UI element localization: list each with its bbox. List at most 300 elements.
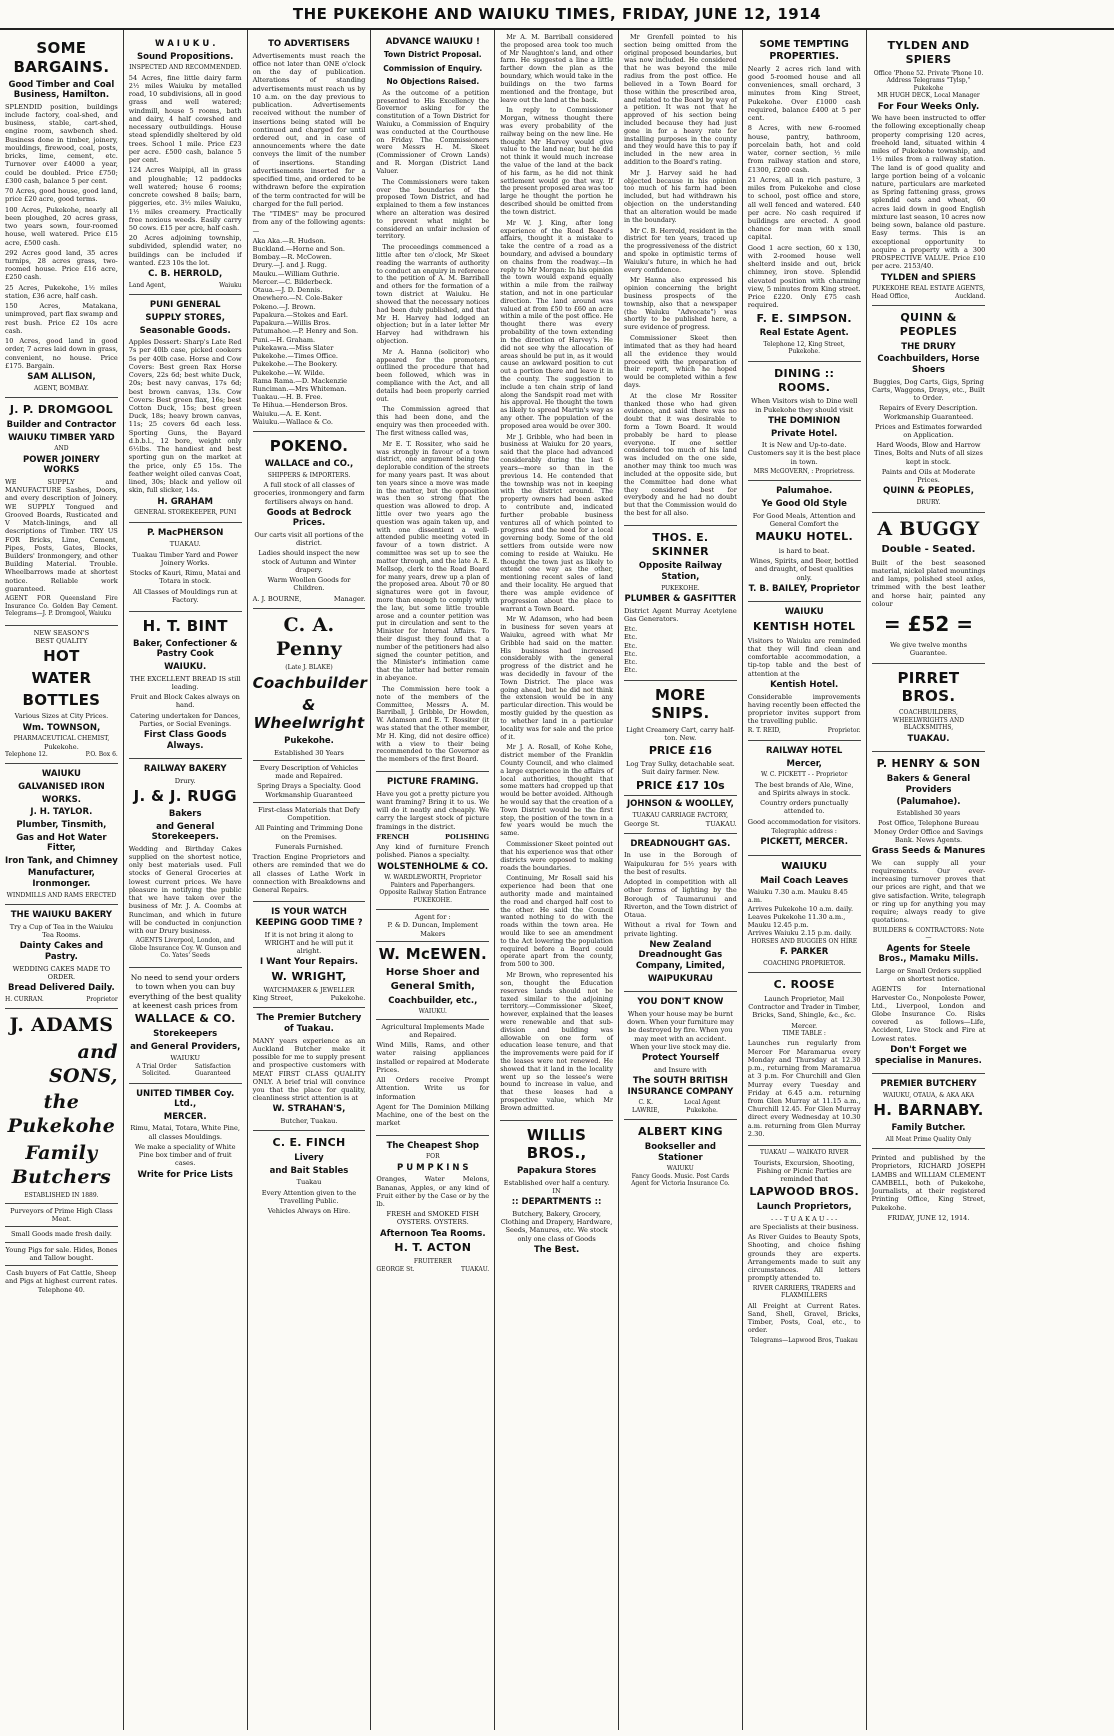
best-brands: The best brands of Ale, Wine, and Spirits always in stock. [754,780,854,797]
printed-by: Printed and published by the Proprietors, RICHARD JOSEPH LAMBS and WILLIAM CLEMENT CAMBELL, both of Pukekohe, Journalists, at their registered Printing Office, King Street, Pukekohe. [871,1154,986,1212]
all-orders: All Orders receive Prompt Attention. Write us for information [376,1076,490,1101]
taylor-line: Iron Tank, and Chimney [5,855,118,866]
bread-line: Bread Delivered Daily. [8,983,115,994]
bourne-role: Manager. [333,594,366,603]
dromgool-sub: Builder and Contractor [6,419,117,430]
graham-sub: GENERAL STOREKEEPER, PUNI [134,509,237,517]
patumahoe: Palumahoe. [776,486,833,497]
mcewen-coachbuilder: Coachbuilder, etc., [388,995,478,1006]
to-advertisers [253,34,366,432]
article-paragraph: The Commissioners were taken over the boundaries of the proposed Town District, and had explained to them a few instances where an alteration was desired to prevent what might be considered an unfair inclusion of territory. [376,177,490,241]
king-street: King Street, [252,994,294,1003]
watch-ad [253,902,366,1008]
agent-item: Drury.—J. and J. Rugg. [252,261,327,270]
mauku-hotel: MAUKU HOTEL. [755,530,853,544]
real-estate: Real Estate Agent. [759,328,849,339]
willis-bros-ad [500,1121,613,1263]
coach-times [748,888,861,937]
etc-item: Etc. [623,625,638,634]
divider [5,1265,118,1266]
kentish-waiuku: WAIUKU [784,607,824,618]
dray-line: Log Tray Sulky, detachable seat. Suit dairy farmer. New. [626,760,735,777]
trial-line: A Trial Order Solicited. [136,1062,177,1078]
horses-hire: HORSES AND BUGGIES ON HIRE [751,937,858,945]
divider [253,760,366,761]
herrold-name: C. B. HERROLD, [148,269,223,280]
river-carriers: RIVER CARRIERS, TRADERS and FLAXMILLERS [752,1284,856,1300]
barnaby-ad [872,1074,986,1149]
paints-line: Paints and Oils at Moderate Prices. [881,467,976,485]
funerals: Funerals Furnished. [275,842,343,851]
traction: Traction Engine Proprietors and others are reminded that we do all classes of Lathe Work in connection with Breakdowns and General Repairs. [252,853,366,895]
divider [624,795,737,796]
fresh-fish: FRESH and SMOKED FISH [386,1210,480,1219]
willis-name: WILLIS BROS., [526,1125,587,1163]
herrold-line [129,282,242,290]
lapwood-telegrams: Telegrams—Lapwood Bros, Tuakau [750,1336,858,1344]
first-class: First-class Materials that Defy Competition. [258,805,360,823]
agent-item: Pukekohe.—The Bookery. [252,360,338,369]
advertisers-title: TO ADVERTISERS [268,39,350,49]
bargains-item: 292 Acres good land, 35 acres turnips, 28 acres grass, two-roomed house. Price £16 acre, £250 cash. [5,248,118,282]
reid-name: R. T. REID, [747,727,781,735]
waipukurau: WAIPUKURAU [647,973,713,984]
hot-water-bottles-ad [5,626,118,765]
bargains-item: 70 Acres, good house, good land, price £20 acre, good terms. [5,187,118,204]
divider [376,941,489,942]
article-paragraph: Mr A. Hanna (solicitor) who appeared for the promoters, outlined the procedure that had been followed, which was in compliance with the Act, and all details had been properly carried out. [376,347,490,403]
galv-waiuku: WAIUKU [41,769,81,780]
coaching-prop: COACHING PROPRIETOR. [763,959,846,967]
quinn-title: QUINN & PEOPLES [899,311,958,338]
times-intro: The "TIMES" may be procured from any of the following agents:— [252,210,366,235]
johnson-town: TUAKAU. [705,819,737,828]
bottles-word: BOTTLES [22,690,101,709]
albert-king-ad [624,1120,737,1193]
dining-body: When Visitors wish to Dine well in Pukekohe they should visit [750,397,858,414]
no-need: No need to send your orders to town when you can buy everything of the best quality at keenest cash prices from [129,972,242,1010]
united-spec: We make a speciality of White Pine box timber and of fruit cases. [134,1142,236,1168]
picture-framing-ad [376,772,489,910]
article-paragraph: Mr Grenfell pointed to his section being omitted from the original proposed boundaries, but was now included. He considered that he was beyond the mile radius from the post office. He believed in a Town Board for those within the prescribed area, and related to the Board by way of a petition. It was not that he approved of his section being included because they had just gone in for a heavy rate for installing purposes in the county and they would have this to pay if included in the new area in addition to the Board's rating. [623,33,737,166]
finch-ad [253,1131,366,1220]
sound-propositions: Sound Propositions. [136,51,234,62]
dreadnought-ad [624,834,737,992]
shippers: SHIPPERS & IMPORTERS. [267,471,351,479]
bookseller-line: Bookseller and Stationer [644,1141,716,1163]
quinn-peoples-ad [872,306,986,512]
hot-word: HOT [43,647,80,666]
local-agent: Local Agent Pukekohe. [683,1099,721,1114]
article-paragraph: The Commission here took a note of the members of the Committee, Messrs A. M. Barriball, J. Gribble, Dr Howden, W. Adamson and E. T. Rossiter (it was stated that the other member, Mr H. King, did not desire office) with a view to their being recommended to the Governor as the members of the first Board. [376,684,490,764]
galvanised-iron-ad [5,764,118,905]
wallace-trial-line [129,1063,242,1078]
finch-name: C. E. FINCH [272,1136,346,1150]
rugg-bakers: Bakers [168,808,202,819]
lapwood-ad [748,1146,861,1349]
bint-ad [129,612,242,759]
skinner-name: THOS. E. SKINNER [651,530,709,558]
wallace-coy: WALLACE and CO., [264,458,354,469]
newspaper-title: THE PUKEKOHE AND WAIUKU TIMES, FRIDAY, JUNE 12, 1914 [292,5,822,23]
coach-time: Leaves Pukekohe 11.30 a.m., Mauku 12.45 p.m. [747,912,846,930]
macpherson-name: P. MacPHERSON [147,527,224,538]
wallace-ad [129,968,242,1084]
ladies-line: Ladies should inspect the new stock of Autumn and Winter drapery. [258,549,360,574]
bint-bread: THE EXCELLENT BREAD IS still leading. [129,674,241,691]
address-telegrams: Address Telegrams "Tylsp," Pukekohe [886,77,971,92]
advertisers-body: Advertisements must reach the office not later than ONE o'clock on the day of publication. Alterations of standing advertisements must reach us by 10 a.m. on the day previous to publication. Advertisements received without the number of insertions being stated will be continued and charged for until ordered out, and in case of announcements where the date conveys the limit of the number of insertions. Standing advertisements inserted for a specified time, and ordered to be withdrawn before the expiration of the term contracted for will be charged for the full period. [252,51,366,208]
twelve-months: We give twelve months Guarantee. [889,641,968,658]
store-line: Storekeepers [153,1029,218,1040]
dromgool-works: POWER JOINERY WORKS [22,454,100,476]
property-item: Good 1 acre section, 60 x 130, with 2-roomed house well shelterd inside and out, brick chimney, iron stove. Splendid elevated position with charming view, 5 minutes from King street. Price £220. Only £75 cash required. [747,243,861,310]
carriage-line: TUAKAU CARRIAGE FACTORY, [632,812,729,820]
four-weeks: For Four Weeks Only. [877,101,980,112]
agent-item: Rama Rama.—D. Mackenzie [252,376,348,385]
townson-contacts [5,751,118,759]
travelling-public: Every Attention given to the Travelling Public. [261,1188,357,1205]
telegraphic: Telegraphic address : [771,827,837,835]
adams-small: Small Goods made fresh daily. [10,1230,112,1239]
departments: :: DEPARTMENTS :: [511,1197,602,1208]
article-paragraph: Commissioner Skeet then intimated that as they had heard all the evidence they would proceed with the preparation of their report, which he hoped would be completed within a few days. [623,334,737,389]
french-polishing [376,833,489,841]
columns [0,30,1114,1730]
bint-fruit: Fruit and Block Cakes always on hand. [130,693,240,710]
wines-line: Wines, Spirits, and Beer, bottled and draught, of best qualities only. [750,557,859,582]
agent-item: Mauku.—William Guthrie. [252,269,340,278]
vehicles-hire: Vehicles Always on Hire. [267,1207,351,1216]
duncan-line: P. & D. Duncan, Implement Makers [387,921,479,938]
puni-body: Apples Dessert: Sharp's Late Red 7s per 40lb case, picked cookers 5s per 40lb case. Horse and Cow Covers: Best green Rax Horse Covers, 22s 6d; best white Duck, 20s; best navy canvas, 17s 6d; best brown canvas, 13s. Cow Covers: Best green flax, 16s; best Cotton Duck, 15s; best green Duck, 18s; heavy brown canvas, 11s; 25 covers 6d each less. Sporting Guns, the Bayard d.b.b.l., 12 bore, weight only 6½lbs. The handiest and best sporting gun on the market at the price, only £5 15s. The feather weight oiled canvas Coat, lined, 30s; black and yellow oil skin, full slicker, 14s. [128,338,242,495]
etc-item: Etc. [623,658,638,667]
agent-item: Patumahoe.—P. Henry and Son. [252,327,359,336]
oysters: OYSTERS. OYSTERS. [396,1218,469,1227]
buggy-ad [872,513,986,664]
macpherson-ad [129,523,242,612]
reid-line [748,727,861,735]
united-body: Rimu, Matai, Totara, White Pine, all classes Mouldings. [130,1124,240,1141]
dining-rooms: DINING :: ROOMS. [774,366,835,394]
auckland: Auckland. [955,292,986,300]
pokeno-title: POKENO. [269,437,349,456]
curran-line [5,996,118,1004]
more-snips-title: MORE SNIPS. [651,685,710,723]
article-sub-3: No Objections Raised. [386,76,480,86]
kentish-body: Visitors to Waiuku are reminded that they will find clean and comfortable accommodation, a tip-top table and the best of attention at the [747,636,861,678]
windmills-line: Wind Mills, Rams, and other water raising appliances installed or repaired at Moderate Prices. [376,1041,490,1074]
bourne-name: A. J. BOURNE, [252,594,302,603]
article-paragraph: The Commission agreed that this had been done, and the enquiry was then proceeded with. The first witness called was, [376,405,490,437]
article-paragraph: Commissioner Skeet pointed out that his experience was that other districts were opposed to making roads the boundaries. [500,840,613,872]
acton-town: TUAKAU. [460,1265,490,1273]
agent-item: Te Hihua.—Henderson Bros. [252,401,348,410]
painters-line: Painters and Paperhangers. [390,881,475,889]
property-item: Nearly 2 acres rich land with good 5-roomed house and all conveniences, small orchard, 3 minutes from King Street, Pukekohe. Over £1000 cash required, balance £400 at 5 per cent. [747,64,861,123]
property-item: 124 Acres Waipipi, all in grass and ploughable; 12 paddocks well watered; house 6 rooms; concrete cowshed 8 bails; barn, piggeries, etc. 3½ miles Waiuku, 1½ miles creamery. Practically free noxious weeds. Easily carry 50 cows. £15 per acre, half cash. [128,166,242,232]
article-paragraph: Mr C. B. Herrold, resident in the district for ten years, traced up the progressiveness of the district and spoke in optimistic terms of Waiuku's future, in which he had every confidence. [623,226,737,274]
picture-title: PICTURE FRAMING. [387,777,479,788]
railway-hotel-title: RAILWAY HOTEL [766,745,843,756]
buggy-body: Built of the best seasoned material, nickel plated mountings and lamps, polished steel axles, trimmed with the best leather and horse hair, painted any colour [871,558,986,608]
henry-name: P. HENRY & SON [876,757,981,771]
tylden-title-2: TYLDEN and SPIERS [880,272,977,283]
head-office-line [872,293,986,301]
article-paragraph: Mr J. Gribble, who had been in business at Waiuku for 20 years, said that the place had advanced considerably during the last 6 years—more so than in the previous 14. He contended that the township was not in keeping with the district around. The property owners had been asked to contribute and, indicated further probable business ventures all of which pointed to progress and the need for a local governing body. Some of the old settlers from outside were now coming to reside at Waiuku. He thought the town just as likely to extend one way as the other, mentioning recent sales of land and their locality. He argued that there was ample evidence of progression about the place to warrant a Town Board. [500,432,613,613]
district-agent: District Agent Murray Acetylene Gas Generators. [623,606,737,623]
townson-pobox: P.O. Box 6. [85,750,118,758]
pokeno-body: A full stock of all classes of groceries, ironmongery and farm fertilisers always on hand. [253,481,365,506]
allison-name: SAM ALLISON, [27,372,96,383]
tempting-properties-ad [748,34,861,362]
coach-time: Waiuku 7.30 a.m. Mauku 8.45 a.m. [747,888,848,905]
mcewen-town: WAIUKU. [418,1008,447,1016]
article-continued [500,34,613,1121]
column-6 [619,30,743,1730]
bint-town: WAIUKU. [164,661,207,672]
water-word: WATER [31,668,92,687]
adams-title: J. ADAMS [9,1014,114,1037]
roose-name: C. ROOSE [773,978,835,992]
townson-sub: PHARMACEUTICAL CHEMIST, [13,735,110,743]
dominion-name: THE DOMINION [768,415,841,426]
article-paragraph: Mr W. Adamson, who had been in business for seven years at Waiuku, agreed with what Mr Gribble had said on the matter. His business had increased considerably with the general progress of the district and he was decidedly in favour of the Town District. The place was going ahead, but he did not think the extension would be in any particular direction. This would be mostly guided by the question as to whether land in a particular locality was for sale and the price of it. [500,615,613,741]
local-manager: MR HUGH DECK, Local Manager [877,92,980,99]
agent-item: Runciman.—Mrs Whiteman. [252,385,347,393]
inspected-line: INSPECTED AND RECOMMENDED. [129,64,242,72]
dromgool-yard: WAIUKU TIMBER YARD [8,432,115,443]
cheapest-shop: The Cheapest Shop [386,1140,479,1151]
henry-son-ad [872,752,986,1074]
want-repairs: I Want Your Repairs. [260,957,358,968]
office-phone: Office 'Phone 52. Private 'Phone 10. [873,69,984,77]
strahan-name: W. STRAHAN'S, [272,1104,346,1115]
puni-title: PUNI GENERAL [149,300,221,311]
good-accom: Good accommodation for visitors. [747,817,861,826]
victoria-agent: Agent for Victoria Insurance Co. [631,1180,730,1188]
tuakau-river: TUAKAU — WAIKATO RIVER [759,1149,849,1157]
divider [253,802,366,803]
acton-address [376,1266,489,1274]
rugg-body: Wedding and Birthday Cakes supplied on the shortest notice, only best materials used. Full stocks of General Groceries at lowest current prices. We have pleasure in notifying the public that we have taken over the business of Mr. J. A. Coombs at Runciman, and which in future will be conducted in conjunction with our Drury business. [128,844,242,936]
agent-item: Mercer.—C. Bilderbeck. [252,277,333,286]
some-bargains-ad [5,34,118,398]
tuakau-butchery-ad [253,1008,366,1131]
agent-item: Papakura.—Willis Bros. [252,319,331,328]
railway-bakery: RAILWAY BAKERY [143,764,227,775]
bargains-item: 25 Acres, Pukekohe, 1½ miles station, £36 acre, half cash. [5,283,118,300]
wallace-title: WALLACE & CO. [134,1012,236,1026]
agent-item: Bombay.—R. McCowen. [252,253,332,262]
pickett-mercer: PICKETT, MERCER. [760,837,848,848]
established-line: Established over half a century. [503,1178,610,1187]
henry-est: Established 30 years [896,809,961,817]
meat-quality: All Meat Prime Quality Only [885,1135,972,1143]
departments-list: Butchery, Bakery, Grocery, Clothing and Drapery, Hardware, Seeds, Manures, etc. We stock only one class of Goods [500,1209,613,1243]
stocks-line: Stocks of Kauri, Rimu, Matai and Totara in stock. [129,569,241,586]
fruiterer: FRUITERER [413,1258,452,1266]
railway-mercer: Mercer, [786,758,822,769]
taylor-name: J. H. TAYLOR. [30,807,93,818]
agent-item: Pukekawa.—Miss Slater [252,343,334,352]
in-word: IN [552,1187,561,1196]
imprint [872,1149,986,1227]
waiuku-propositions-ad [129,34,242,295]
bakery-body: Try a Cup of Tea in the Waiuku Tea Rooms. [9,922,114,940]
reid-role: Proprietor. [827,727,861,735]
windmills-line: WINDMILLS AND RAMS ERECTED [6,891,117,899]
tylden-spiers-ad [872,34,986,306]
polishing-word: POLISHING [445,832,490,841]
adams-ad [5,1009,118,1299]
herrold-sub: Land Agent, [128,281,166,289]
repairs-line: Repairs of Every Description. Workmanship Guaranteed. [879,404,978,421]
lawrie-line [624,1099,737,1114]
agents-intl: AGENTS for International Harvester Co., Nonpoleste Power, Ltd., Liverpool, London and Globe Insurance Co. Risks covered as follows—Life, Accident, Live Stock and Fire at Lowest rates. [871,985,986,1043]
kentish-title: KENTISH HOTEL [753,620,856,633]
rugg-sub: and General Storekeepers. [151,821,219,843]
wedding-line: WEDDING CAKES MADE TO ORDER. [12,964,111,981]
mail-coach-ad [748,856,861,973]
dont-forget: Don't Forget we specialise in Manures. [875,1044,982,1066]
buggy-price: = £52 = [883,612,974,637]
article-paragraph: Mr W. J. King, after long experience of the Road Board's affairs, thought it a mistake to take the centre of a road as a boundary, and advised a boundary on chains from the roadway.—In reply to Mr Morgan: In his opinion the town would expand equally within a mile from the railway station, and not in one particular direction. The land around was valued at from £50 to £60 an acre within a mile of the post office. He thought there was every probability of the town extending in the direction of Harvey's. He did not see why the allocation of areas should be put in, as it would cause an awkward position to cut out a portion there and leave it in the county. The suggestion to include a ten chain strip of land along the Sandspit road met with his approval. He thought the town as likely to spread Martin's way as any other. The population of the proposed area would be over 300. [500,218,613,430]
double-seated: Double - Seated. [881,544,976,556]
rugg-agents: AGENTS Liverpool, London, and Globe Insurance Coy. W. Gunson and Co. Yates' Seeds [129,937,242,960]
picture-body: Have you got a pretty picture you want framing? Bring it to us. We will do it neatly and cheaply. We carry the largest stock of picture framings in the district. [376,789,490,831]
dont-know: YOU DON'T KNOW [637,997,724,1008]
offer-body: We have been instructed to offer the following exceptionally cheap property comprising 120 acres, freehold land, situated within 4 miles of Pukekohe township, and 1½ miles from a railway station. The land is of good quality and large portion being of a volcanic nature, particulars are marketed as Spring fattening grass, grows splendid oats and wheat, 60 acres laid down in good English mixture last season, 10 acres now being sown, balance old pasture. Easy terms. This is an exceptional opportunity to acquire a property with a 300 PROSPECTIVE VALUE. Price £10 per acre. 2153/40. [871,114,986,271]
quinn-drury: DRURY. [916,499,941,507]
skinner-town: PUKEKOHE. [661,584,700,592]
penny-title: C. A. Penny [275,613,343,660]
south-british-name: The SOUTH BRITISH INSURANCE COMPANY [627,1075,734,1097]
bourne-line [253,595,366,603]
property-item: 54 Acres, fine little dairy farm 2½ miles Waiuku by metalled road, 10 subdivisions, all in good grass and well watered; windmill, house 5 rooms, bath and dairy, 4 half cowshed and necessary outbuildings. House stead splendidly sheltered by old trees. School 1 mile. Price £23 per acre. £500 cash, balance 5 per cent. [128,73,242,165]
article-paragraph: In reply to Commissioner Morgan, witness thought there was every probability of the railway being on the new line. He thought Mr Harvey would give value to the land near, but he did not think it would much increase the value of the land at the back of his farm, as he did not think settlement would go that way. If the present proposed area was too large he thought the portion he described should be omitted from the town district. [500,106,613,216]
article-paragraph: Mr J. Harvey said he had objected because in his opinion too much of his farm had been included, but had withdrawn his objection on the understanding that an alteration would be made in the boundary. [623,168,737,224]
mail-coach: Mail Coach Leaves [760,875,849,886]
south-british-ad [624,992,737,1120]
wolstenholme-name: WOLSTENHOLME & CO. [377,861,489,872]
albert-king-name: ALBERT KING [637,1125,723,1139]
article-paragraph: Continuing, Mr Rosall said his experience had been that one authority made and maintained the road and charged half cost to the other. He said the Council wanted nothing to do with the roads within the town area. He would like to see an amendment to the Act lowering the population required before a Board could operate apart from the county, from 500 to 300. [500,874,613,969]
agent-item: Papakura.—Stokes and Earl. [252,310,348,319]
skinner-ad [624,526,737,681]
tylden-title: TYLDEN AND SPIERS [887,39,970,66]
column-5 [495,30,619,1730]
wright-name: W. WRIGHT, [271,969,347,983]
etc-list [624,625,737,674]
adams-est: ESTABLISHED IN 1889. [24,1192,99,1200]
bargains-item: 10 Acres, good land in good order, 7 acres laid down in grass, convenient, no house. Price £175. Bargain. [5,337,118,370]
waiuku-otaua: WAIUKU, OTAUA, & AKA AKA [882,1091,975,1099]
coachbuilders-line: Coachbuilders, Horse Shoers [877,354,980,375]
kentish-hotel-2: Kentish Hotel. [770,679,839,690]
townson-tel: Telephone 12. [5,750,48,758]
for-word: FOR [425,1153,440,1161]
opposite-line: Opposite Railway Station Entrance [379,889,487,897]
stables-line: and Bait Stables [269,1165,349,1176]
adams-cash: Cash buyers of Fat Cattle, Sheep and Pigs at highest current rates. [5,1269,118,1286]
wallace-town: WAIUKU [170,1054,200,1063]
wolsten-town: PUKEKOHE. [413,896,453,904]
agent-item: Pokeno.—J. Brown. [252,302,316,311]
quinn-title-2: QUINN & PEOPLES, [883,486,974,497]
coach-time: Arrives Pukekohe 10 a.m. daily. [747,904,854,913]
dromgool-and: AND [54,445,69,453]
spring-drays: Spring Drays a Specialty. Good Workmanship Guaranteed [257,782,361,799]
seasonable-goods: Seasonable Goods. [139,325,231,336]
article-paragraph: At the close Mr Rossiter thanked those who had given evidence, and said there was no doubt that it was desirable to form a Town Board. It would probably be hard to please everyone. If one settler considered too much of his land was included on the one side, another may think too much was included at the opposite side, but the Committee had done what they considered best for everybody and he had no doubt but that the Commission would do the best for all also. [623,391,737,517]
dominion-hotel-ad [748,362,861,481]
watch-question: IS YOUR WATCH KEEPING GOOD TIME ? [255,907,363,928]
townson-name: Wm. TOWNSON, [22,722,101,733]
olden-body: For Good Meals, Attention and General Comfort the [752,511,856,528]
river-guides: As River Guides to Beauty Spots, Shooting, and choice fishing grounds they are experts. Arrangements made to suit any circumstances. All letters promptly attended to. [747,1233,861,1283]
advance-waiuku-article [376,37,489,772]
adams-tel: Telephone 40. [37,1285,85,1294]
dromgool-agent: AGENT FOR Queensland Fire Insurance Co. Golden Bay Cement. Telegrams—J. P. Dromgool, Waiuku [5,595,118,618]
supply-stores: SUPPLY STORES, [145,312,225,323]
acton-name: H. T. ACTON [394,1241,472,1255]
satisfaction-line: Satisfaction Guaranteed [194,1062,231,1078]
property-item: 20 Acres adjoining township, subdivided, splendid water, no buildings can be included if wanted. £23 10s the lot. [128,234,242,267]
hard-woods: Hard Woods, Blow and Harrow Tines, Bolts and Nuts of all sizes kept in stock. [874,441,983,466]
mcgovern: MRS McGOVERN, : Proprietress. [753,467,855,475]
barnaby-name: H. BARNABY. [873,1101,984,1120]
tuakau-timber: Tuakau Timber Yard and Power Joinery Works. [132,550,238,567]
tempting-title: SOME TEMPTING PROPERTIES. [759,39,849,62]
tuakau-spaced: - - - T U A K A U - - - [770,1214,838,1223]
wardleworth-line: W. WARDLEWORTH, Proprietor [384,874,482,882]
builders-note: BUILDERS & CONTRACTORS: Note— [872,926,985,942]
penny-late: (Late J. BLAKE) [285,664,333,672]
etc-item: Etc. [623,641,638,650]
graham-name: H. GRAHAM [157,496,213,507]
dromgool-ad [5,398,118,626]
divider [376,1019,489,1020]
specialists: are Specialists at their business. [749,1223,859,1231]
townson-town: Pukekohe. [44,742,79,751]
est-30: Established 30 Years [274,748,344,757]
every-desc: Every Description of Vehicles made and Repaired. [259,763,359,781]
dreadnought-title: DREADNOUGHT GAS. [630,838,731,849]
pirret-sub: COACHBUILDERS, WHEELWRIGHTS AND BLACKSMITHS, [892,709,965,732]
furniture-line: Any kind of furniture French polished. Pianos a specialty. [376,843,490,860]
bedrock-prices: Goods at Bedrock Prices. [266,507,352,529]
agents-list [253,237,366,426]
mail-waiuku: WAIUKU [781,861,828,873]
masthead [0,0,1114,30]
agents-steele: Agents for Steele Bros., Mamaku Mills. [878,943,979,965]
penny-ad [253,609,366,902]
taylor-line: Manufacturer, Ironmonger. [27,868,95,890]
galv-works: WORKS. [41,794,81,805]
rugg-title: J. & J. RUGG [133,787,237,806]
finch-town: Tuakau [296,1178,322,1187]
milking-line: Agent for The Dominion Milking Machine, one of the best on the market [376,1102,490,1128]
george-street: George St. [623,819,660,828]
country-orders: Country orders punctually attended to. [760,799,849,816]
agent-item: Onewhero.—N. Cole-Baker [252,294,343,303]
cart-line: Light Creamery Cart, carry half-ton. New. [626,726,735,743]
up-to-date: It is New and Up-to-date. Customers say it is the best place in town. [747,441,861,466]
real-estate-agents: PUKEKOHE REAL ESTATE AGENTS, [872,285,985,293]
launch-prop: Launch Proprietors, [756,1202,852,1213]
article-paragraph: Mr E. T. Rossiter, who said he was strongly in favour of a town district, one argument being the deplorable condition of the streets for many years past. It was about ten years since a move was made in the matter, but the opposition was then so strong that the question was allowed to drop. A little over two years ago the question was again taken up, and with one dissentient a well-attended public meeting voted in favour of a town district. A committee was set up to see the matter through, and the late A. E. Mellsop, clerk to the Road Board for many years, drew up a plan of the proposed area. About 70 or 80 signatures were got in favour, more than enough to comply with the law, but some little trouble arose and a counter petition was put in circulation and sent to the Minister for Internal Affairs. To their disgust they found that a number of the petitioners had also signed the counter petition, and the Minister's intimation came that the latter had better remain in abeyance. [376,439,490,683]
